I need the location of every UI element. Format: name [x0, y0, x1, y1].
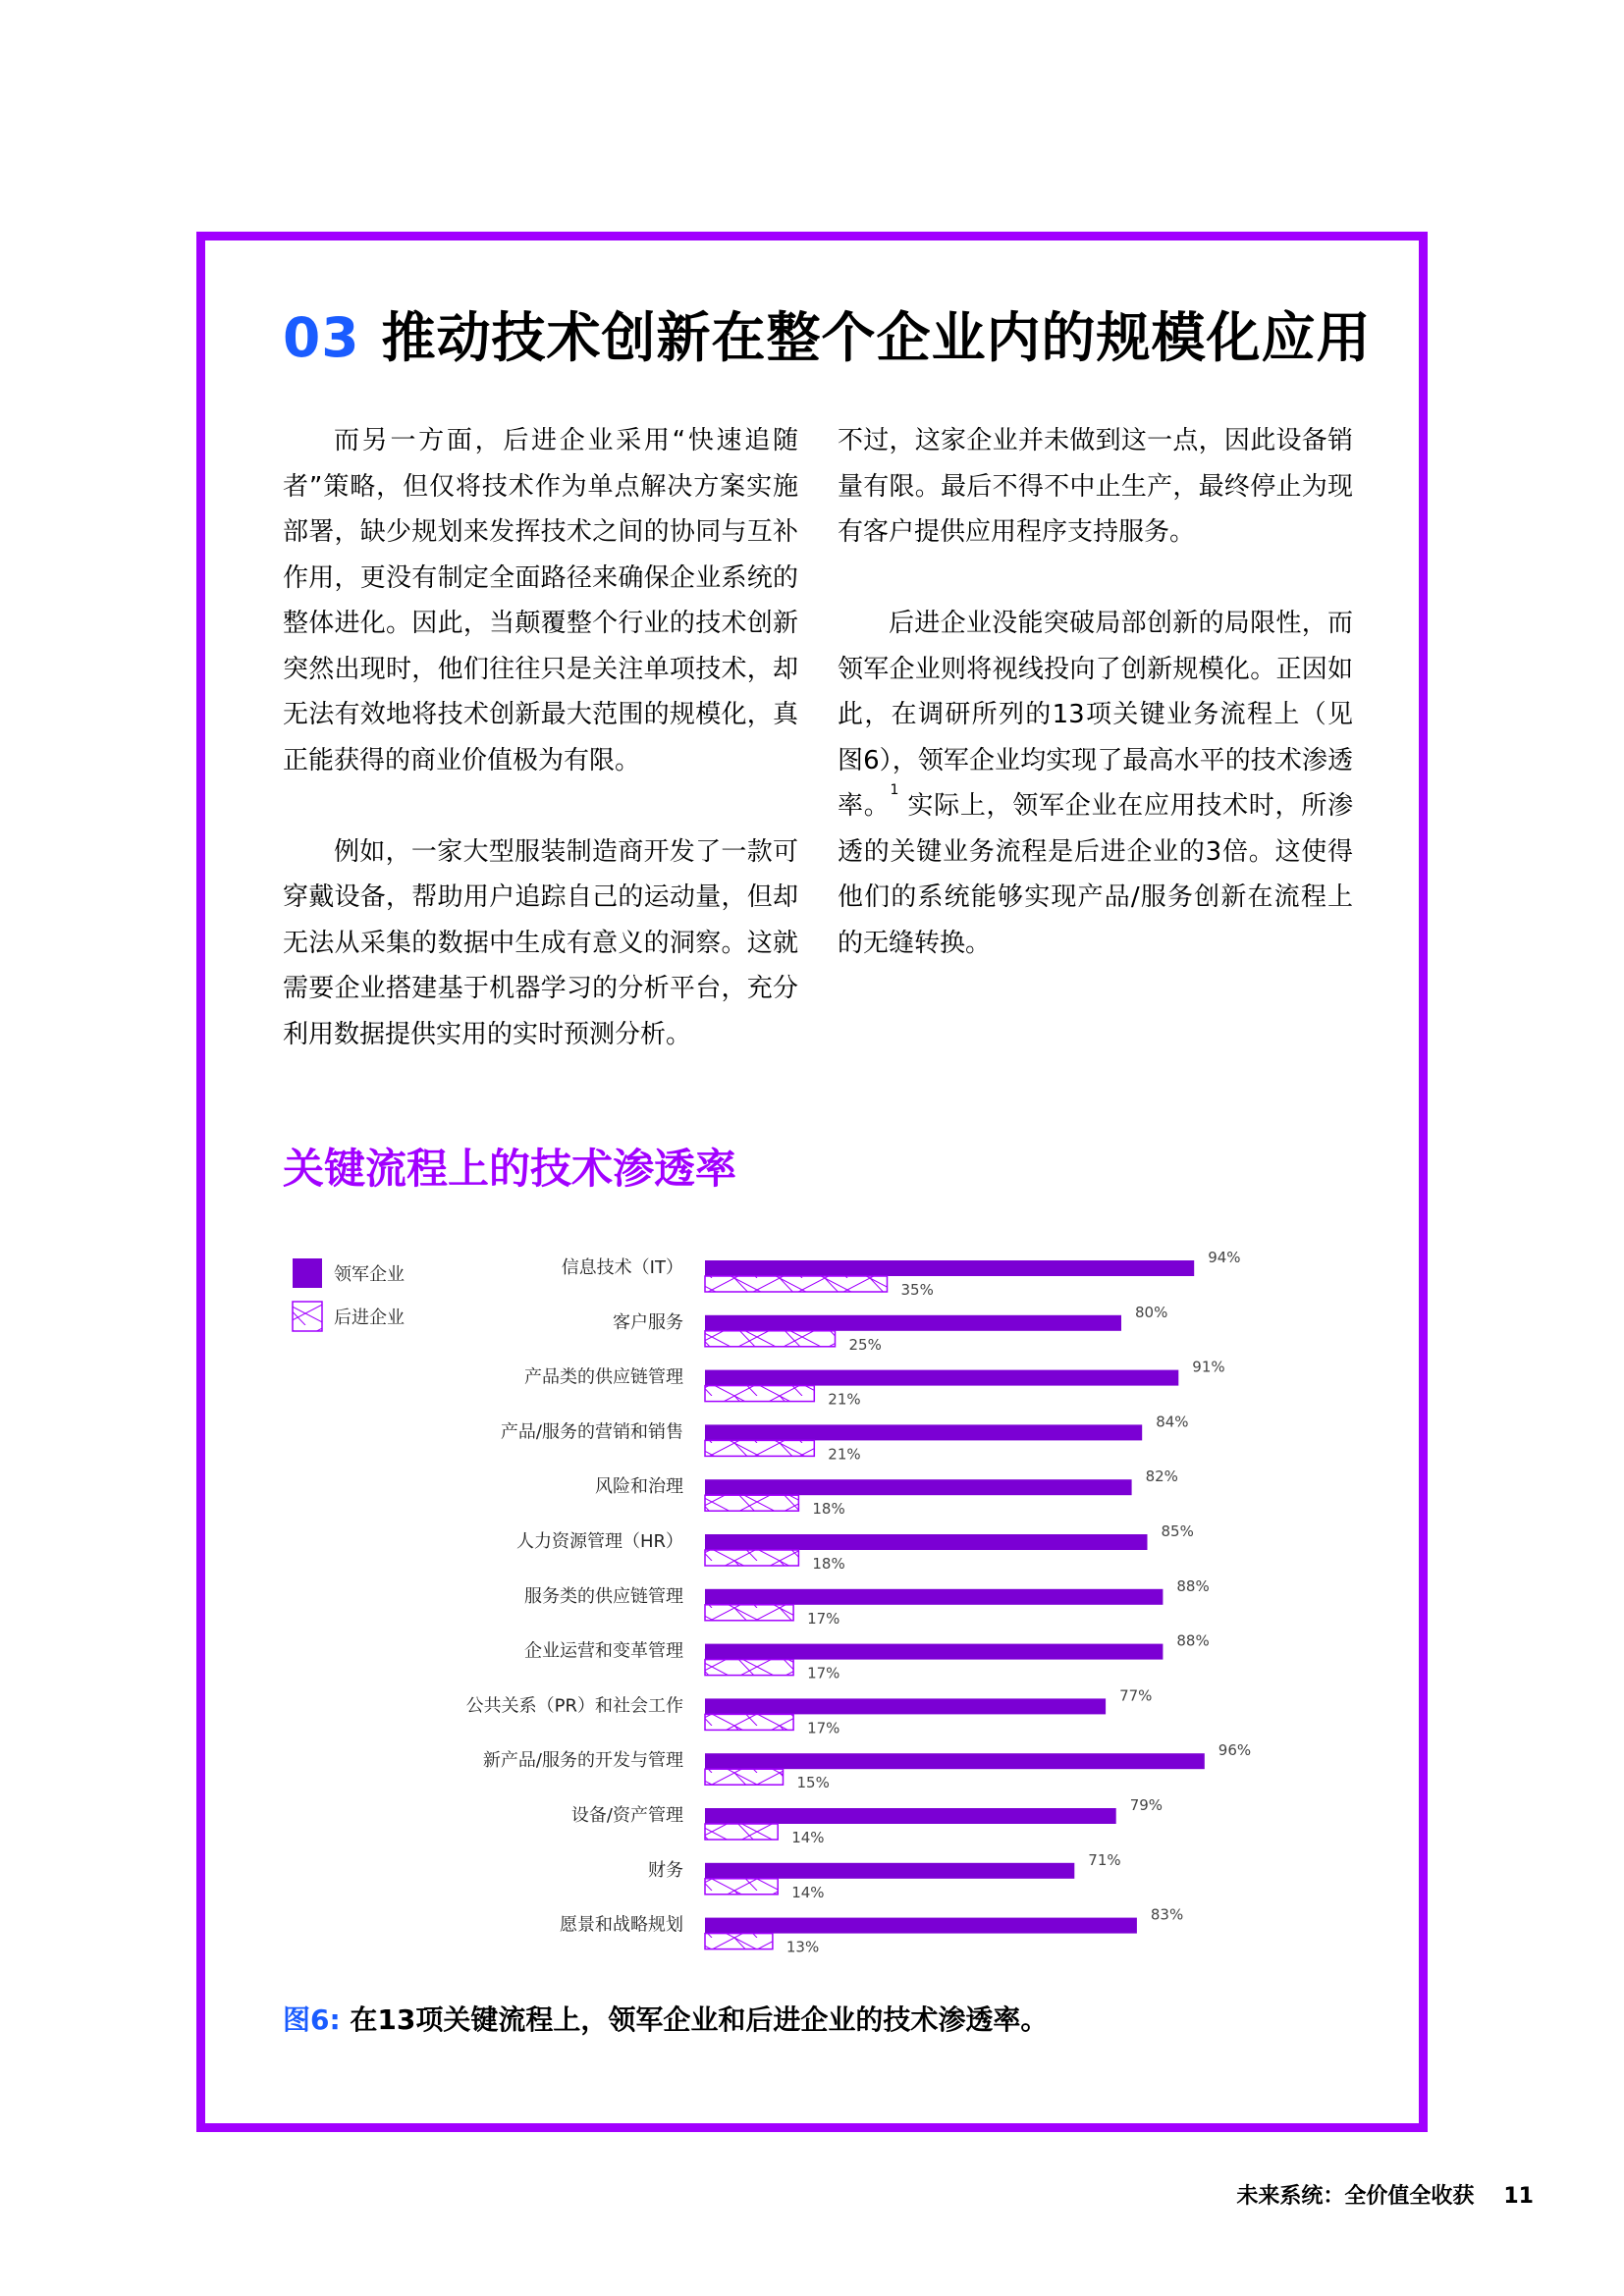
category-label: 人力资源管理（HR）: [515, 1531, 683, 1552]
value-label-laggards: 35%: [900, 1281, 934, 1299]
bar-leaders: [705, 1534, 1148, 1550]
chart-legend: [293, 1258, 405, 1331]
chart-row: [524, 1632, 1210, 1682]
bar-laggards: [705, 1879, 778, 1895]
penetration-bar-chart: [283, 1231, 1265, 1957]
value-label-leaders: 88%: [1176, 1631, 1210, 1650]
category-label: 新产品/服务的开发与管理: [482, 1750, 683, 1772]
section-title: 推动技术创新在整个企业内的规模化应用: [381, 306, 1372, 369]
bar-leaders: [705, 1260, 1194, 1276]
legend-label-leaders: 领军企业: [334, 1264, 405, 1285]
bar-laggards: [705, 1440, 814, 1456]
value-label-leaders: 79%: [1129, 1796, 1164, 1814]
figure-caption-text: 在13项关键流程上，领军企业和后进企业的技术渗透率。: [340, 2003, 1049, 2036]
value-label-laggards: 21%: [828, 1390, 861, 1409]
value-label-leaders: 84%: [1156, 1413, 1189, 1431]
category-label: 财务: [648, 1859, 683, 1881]
bar-laggards: [705, 1769, 784, 1785]
bar-laggards: [705, 1495, 798, 1511]
category-label: 风险和治理: [595, 1476, 683, 1498]
figure-label: 图6:: [283, 2003, 341, 2036]
value-label-leaders: 77%: [1119, 1686, 1153, 1705]
category-label: 设备/资产管理: [570, 1805, 683, 1826]
bar-leaders: [705, 1315, 1121, 1331]
bar-laggards: [705, 1934, 773, 1949]
body-text: 后进企业没能突破局部创新的局限性，而领军企业则将视线投向了创新规模化。正因如此，在调研所列的13项关键业务流程上（见图6），领军企业均实现了最高水平的技术渗透率。: [838, 609, 1353, 821]
category-label: 愿景和战略规划: [560, 1914, 683, 1936]
value-label-laggards: 18%: [812, 1500, 845, 1519]
bar-leaders: [705, 1753, 1205, 1769]
value-label-laggards: 13%: [785, 1938, 820, 1956]
chart-row: [516, 1522, 1194, 1573]
category-label: 产品类的供应链管理: [524, 1366, 683, 1388]
value-label-laggards: 14%: [791, 1829, 825, 1846]
page-number: 11: [1503, 2184, 1534, 2209]
value-label-leaders: 91%: [1192, 1358, 1225, 1376]
bar-laggards: [705, 1276, 888, 1292]
category-label: 企业运营和变革管理: [524, 1640, 683, 1662]
value-label-laggards: 17%: [807, 1719, 840, 1737]
body-paragraph: 不过，这家企业并未做到这一点，因此设备销量有限。最后不得不中止生产，最终停止为现有客户提供应用程序支持服务。: [838, 426, 1353, 547]
category-label: 信息技术（IT）: [561, 1257, 683, 1278]
bar-leaders: [705, 1863, 1074, 1879]
value-label-laggards: 17%: [807, 1609, 840, 1628]
bar-leaders: [705, 1589, 1163, 1605]
bar-laggards: [705, 1660, 793, 1676]
chart-row: [613, 1304, 1167, 1354]
bar-laggards: [705, 1714, 793, 1730]
chart-bars: [466, 1249, 1252, 1956]
value-label-leaders: 83%: [1150, 1905, 1184, 1924]
publication-title: 未来系统：全价值全收获: [1236, 2184, 1475, 2209]
value-label-leaders: 82%: [1145, 1468, 1178, 1486]
bar-leaders: [705, 1918, 1137, 1934]
legend-swatch-leaders: [293, 1258, 322, 1288]
value-label-laggards: 18%: [812, 1555, 845, 1573]
value-label-laggards: 17%: [807, 1664, 840, 1682]
value-label-laggards: 15%: [796, 1774, 830, 1792]
bar-laggards: [705, 1824, 778, 1840]
legend-label-laggards: 后进企业: [334, 1308, 405, 1328]
chart-row: [595, 1468, 1178, 1518]
value-label-leaders: 96%: [1218, 1741, 1252, 1760]
chart-row: [524, 1359, 1225, 1409]
chart-row: [648, 1851, 1121, 1901]
value-label-laggards: 14%: [791, 1883, 825, 1901]
value-label-leaders: 88%: [1176, 1576, 1210, 1595]
body-paragraph: [838, 601, 1353, 966]
chart-row: [466, 1686, 1153, 1736]
bar-leaders: [705, 1424, 1142, 1440]
figure-caption: [283, 1999, 1048, 2038]
chart-row: [562, 1249, 1241, 1299]
bar-laggards: [705, 1605, 793, 1621]
chart-row: [501, 1413, 1189, 1463]
chart-row: [524, 1577, 1210, 1628]
footnote-marker: 1: [890, 782, 899, 798]
body-paragraph: 而另一方面，后进企业采用“快速追随者”策略，但仅将技术作为单点解决方案实施部署，缺少规划来发挥技术之间的协同与互补作用，更没有制定全面路径来确保企业系统的整体进化。因此，当颠覆整个行业的技术创新突然出现时，他们往往只是关注单项技术，却无法有效地将技术创新最大范围的规模化，真正能获得的商业价值极为有限。: [283, 426, 798, 775]
category-label: 公共关系（PR）和社会工作: [465, 1695, 683, 1717]
value-label-leaders: 85%: [1161, 1522, 1194, 1540]
body-text: 实际上，领军企业在应用技术时，所渗透的关键业务流程是后进企业的3倍。这使得他们的系统能够实现产品/服务创新在流程上的无缝转换。: [838, 791, 1353, 958]
chart-row: [560, 1906, 1183, 1956]
section-number: 03: [283, 306, 360, 369]
category-label: 服务类的供应链管理: [524, 1585, 683, 1607]
body-paragraph: 例如，一家大型服装制造商开发了一款可穿戴设备，帮助用户追踪自己的运动量，但却无法从采集的数据中生成有意义的洞察。这就需要企业搭建基于机器学习的分析平台，充分利用数据提供实用的实时预测分析。: [283, 836, 798, 1049]
value-label-leaders: 71%: [1088, 1850, 1121, 1869]
category-label: 产品/服务的营销和销售: [500, 1421, 683, 1443]
chart-row: [483, 1741, 1251, 1791]
body-column-left: [283, 418, 798, 1103]
chart-row: [571, 1796, 1163, 1846]
category-label: 客户服务: [613, 1311, 683, 1333]
bar-leaders: [705, 1644, 1163, 1660]
bar-leaders: [705, 1479, 1132, 1495]
value-label-leaders: 80%: [1135, 1303, 1168, 1321]
page-footer: [1236, 2179, 1534, 2210]
value-label-leaders: 94%: [1208, 1249, 1241, 1266]
legend-swatch-laggards: [293, 1302, 322, 1331]
value-label-laggards: 25%: [848, 1335, 882, 1354]
value-label-laggards: 21%: [828, 1445, 861, 1464]
bar-laggards: [705, 1331, 836, 1347]
body-column-right: [838, 418, 1353, 1012]
bar-laggards: [705, 1386, 814, 1402]
section-heading: [283, 294, 1372, 372]
bar-leaders: [705, 1698, 1106, 1714]
bar-leaders: [705, 1370, 1178, 1386]
bar-leaders: [705, 1808, 1116, 1824]
bar-laggards: [705, 1550, 798, 1566]
chart-title: 关键流程上的技术渗透率: [283, 1145, 737, 1193]
